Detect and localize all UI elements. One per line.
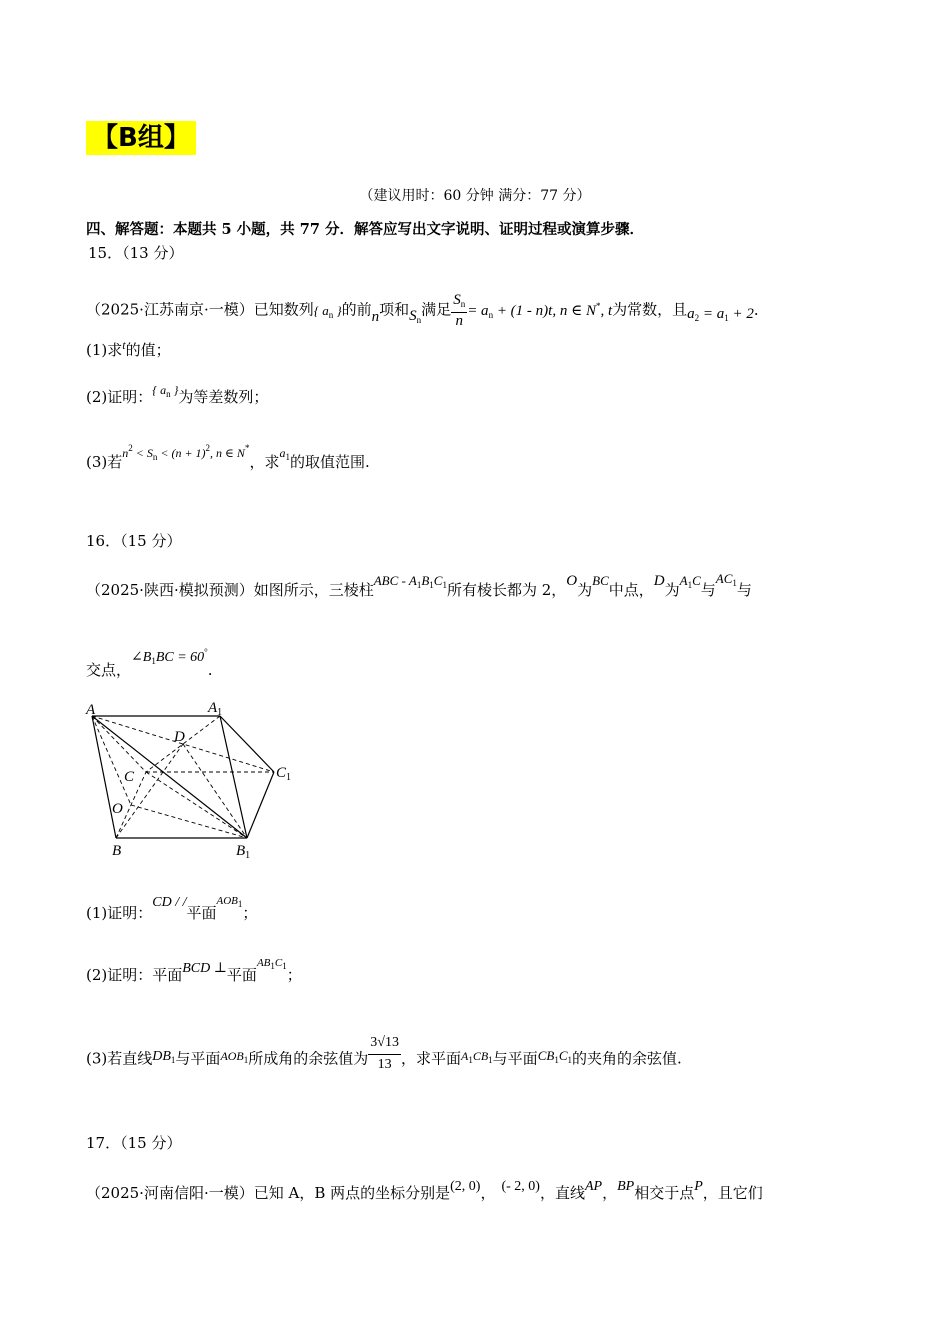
q15-p2-pre: (2)证明： bbox=[86, 388, 153, 406]
q16-stem-b: 所有棱长都为 2， bbox=[446, 581, 567, 599]
q15-period: ． bbox=[753, 300, 769, 319]
q16-A1C bbox=[680, 573, 701, 588]
label-C1-main: C bbox=[276, 765, 287, 781]
q15-cond-sub1: 1 bbox=[724, 312, 729, 323]
q16-p1-AOB-a: AOB bbox=[216, 895, 238, 907]
q15-p3-n: n bbox=[122, 446, 129, 460]
q17-AP: AP bbox=[584, 1179, 603, 1194]
q16-p3-C2: C bbox=[558, 1047, 568, 1063]
q16-part2 bbox=[86, 957, 302, 990]
q16-AC1-a: AC bbox=[715, 571, 733, 586]
q15-p1-post: 的值； bbox=[125, 341, 171, 359]
label-C: C bbox=[124, 769, 135, 785]
q16-jiao: 交点， bbox=[86, 661, 132, 679]
q16-p3-yu: 与平面 bbox=[175, 1049, 221, 1068]
q16-number: 16．（15 分） bbox=[86, 532, 182, 550]
q17-stem-c: 相交于点 bbox=[634, 1184, 695, 1202]
q16-dot: . bbox=[207, 661, 213, 679]
q17-number: 17．（15 分） bbox=[86, 1134, 182, 1152]
q15-p1-pre: (1)求 bbox=[86, 341, 123, 359]
q15-cond-mid: = a bbox=[699, 305, 725, 322]
q15-stem-d: 满足 bbox=[421, 300, 452, 319]
label-C1 bbox=[276, 765, 291, 783]
q16-AC1 bbox=[716, 571, 737, 586]
q16-stem-a: 如图所示，三棱柱 bbox=[253, 581, 374, 599]
q15-p3-mid: ，求 bbox=[249, 453, 280, 471]
q15-part2 bbox=[86, 383, 269, 412]
q16-yu2: 与 bbox=[736, 581, 752, 599]
q15-p3-set: , n ∈ N bbox=[210, 446, 245, 460]
q15-stem-c: 项和 bbox=[379, 300, 410, 319]
q16-p1-CD: CD / / bbox=[152, 895, 187, 910]
q16-p2-AB1C1 bbox=[257, 957, 287, 969]
q15-stem-b: 的前 bbox=[341, 300, 372, 319]
q16-p3-DB1 bbox=[152, 1049, 175, 1064]
q15-p3-post: 的取值范围. bbox=[289, 453, 370, 471]
q15-frac-den: n bbox=[455, 313, 463, 329]
q15-p3-pre: (3)若 bbox=[86, 453, 123, 471]
q15-frac-sub: n bbox=[460, 299, 466, 309]
q16-p2-AB: AB bbox=[256, 957, 271, 969]
q16-angle-b: BC = 60 bbox=[155, 650, 205, 665]
label-C1-sub: 1 bbox=[286, 772, 292, 783]
label-A1 bbox=[207, 700, 222, 718]
dash-C-B1 bbox=[146, 772, 247, 838]
q17-P: P bbox=[694, 1179, 703, 1194]
label-A1-main: A bbox=[208, 700, 218, 716]
label-A: A bbox=[86, 702, 96, 718]
q16-stem-2 bbox=[86, 647, 213, 685]
q16-p2-pre: (2)证明：平面 bbox=[86, 966, 183, 984]
q15-seq-an: { $a_n$ } bbox=[313, 302, 342, 320]
q15-stem-e: 为常数，且 bbox=[612, 300, 688, 319]
q15-eq-sub: n bbox=[488, 309, 494, 320]
q16-p3-CB2-sub: 1 bbox=[554, 1054, 559, 1065]
q16-prism-sub3: 1 bbox=[442, 580, 447, 590]
dash-B-D bbox=[116, 744, 183, 838]
q17-source: （2025·河南信阳·一模） bbox=[86, 1184, 254, 1202]
q16-wei1: 为 bbox=[577, 581, 593, 599]
q16-p3-A1CB1 bbox=[461, 1049, 493, 1063]
q16-p3-fraction bbox=[368, 1032, 401, 1075]
q16-A1C-c: C bbox=[692, 573, 701, 588]
q16-p1-AOB-sub: 1 bbox=[237, 899, 243, 909]
q17-comma: ， bbox=[480, 1184, 496, 1202]
q15-p3-a: a bbox=[279, 446, 286, 460]
q16-p2-BCD: BCD ⊥ bbox=[182, 961, 227, 976]
q16-p3-den: 13 bbox=[377, 1057, 392, 1072]
q16-prism-sub2: 1 bbox=[429, 580, 434, 590]
q15-p2-sub: n bbox=[166, 389, 171, 399]
q16-p3-DB: DB bbox=[152, 1048, 171, 1064]
q15-p3-sup2: 2 bbox=[205, 443, 211, 453]
q15-p2-a: a bbox=[160, 383, 167, 397]
q16-A1C-sub: 1 bbox=[687, 580, 693, 590]
q15-cond-end: + 2 bbox=[728, 305, 754, 322]
q15-p3-a-sub: 1 bbox=[285, 452, 290, 462]
q16-yu: 与 bbox=[700, 581, 716, 599]
q16-prism-b: B bbox=[421, 573, 430, 588]
q15-S-sub: n bbox=[416, 314, 422, 325]
q16-wei2: 为 bbox=[664, 581, 680, 599]
q16-p3-DB-sub: 1 bbox=[170, 1054, 176, 1065]
section-header: 四、解答题：本题共 5 小题，共 77 分．解答应写出文字说明、证明过程或演算步骤． bbox=[86, 221, 644, 238]
label-B1-sub: 1 bbox=[245, 850, 251, 861]
q17-stem-d: ，且它们 bbox=[702, 1184, 763, 1202]
label-B: B bbox=[112, 843, 122, 859]
q15-number: 15．（13 分） bbox=[88, 244, 184, 262]
q15-fraction bbox=[451, 292, 467, 329]
q16-p3-pre: (3)若直线 bbox=[86, 1049, 153, 1068]
q17-comma2: ， bbox=[602, 1184, 618, 1202]
q15-cond-sub2: 2 bbox=[694, 312, 700, 323]
q16-p1-end: ； bbox=[242, 904, 258, 922]
q16-mid: 中点， bbox=[608, 581, 654, 599]
label-B1-main: B bbox=[236, 843, 246, 859]
time-info: （建议用时：60 分钟 满分：77 分） bbox=[359, 188, 591, 204]
q15-equation bbox=[467, 300, 613, 320]
q15-S: S bbox=[409, 307, 417, 324]
q16-p3-mid: 所成角的余弦值为 bbox=[248, 1049, 369, 1068]
q15-stem-a: 已知数列 bbox=[253, 300, 314, 319]
q16-prism-a: ABC - A bbox=[373, 573, 417, 588]
q16-angle-sub: 1 bbox=[151, 656, 156, 666]
q15-a-sub: n bbox=[328, 309, 334, 320]
q16-p3-CB: CB bbox=[472, 1048, 489, 1063]
q16-p3-AOB: AOB bbox=[220, 1048, 244, 1063]
q16-part1 bbox=[86, 895, 258, 928]
q15-part3 bbox=[86, 443, 370, 477]
q16-p3-b: ，求平面 bbox=[400, 1049, 461, 1068]
q16-AC1-sub: 1 bbox=[732, 578, 737, 588]
q16-angle-a: ∠B bbox=[131, 650, 152, 665]
q17-stem-b: ，直线 bbox=[539, 1184, 585, 1202]
label-A1-sub: 1 bbox=[217, 707, 223, 718]
q16-p1-plane: 平面 bbox=[186, 904, 217, 922]
prism-figure bbox=[80, 695, 305, 865]
q16-angle bbox=[131, 647, 208, 666]
q15-Sn bbox=[409, 308, 421, 324]
group-title: 【B组】 bbox=[86, 121, 196, 155]
q15-n: n bbox=[371, 308, 380, 325]
q16-p3-CB1C1 bbox=[538, 1048, 572, 1063]
q16-angle-deg: ° bbox=[204, 647, 208, 657]
q16-p3-A-sub: 1 bbox=[468, 1054, 473, 1065]
dash-A-O bbox=[92, 716, 131, 805]
q15-condition bbox=[687, 306, 754, 322]
q16-prism-sub1: 1 bbox=[416, 580, 422, 590]
q16-stem bbox=[86, 571, 752, 605]
q15-p3-lt: < S bbox=[132, 446, 153, 460]
q15-p1-t: t bbox=[122, 338, 126, 352]
q16-prism bbox=[374, 573, 447, 588]
q16-p2-plane: 平面 bbox=[226, 966, 257, 984]
q16-A1C-a: A bbox=[679, 573, 688, 588]
label-D: D bbox=[174, 729, 185, 745]
label-O: O bbox=[112, 801, 123, 817]
q15-p3-ineq bbox=[122, 443, 250, 462]
q16-O: O bbox=[566, 573, 578, 589]
dash-D-B1 bbox=[183, 744, 247, 838]
q15-p3-sup1: 2 bbox=[128, 443, 133, 453]
q16-p3-C2-sub: 1 bbox=[567, 1054, 572, 1065]
q15-p2-post: 为等差数列； bbox=[178, 388, 269, 406]
q15-cond-a: a bbox=[687, 305, 695, 322]
q16-p1-AOB bbox=[217, 895, 243, 907]
q15-p3-lt2: < (n + 1) bbox=[157, 446, 206, 460]
q16-p3-end: 的夹角的余弦值. bbox=[571, 1049, 682, 1068]
q16-D: D bbox=[653, 573, 665, 589]
q16-p3-num: 3√13 bbox=[368, 1032, 401, 1055]
q15-eq-rhs: = a bbox=[467, 302, 489, 319]
q15-stem bbox=[86, 292, 769, 329]
q16-p1-pre: (1)证明： bbox=[86, 904, 153, 922]
q16-p3-A: A bbox=[460, 1048, 469, 1063]
q16-p2-sub1: 1 bbox=[270, 961, 275, 971]
q16-p3-AOB-sub: 1 bbox=[243, 1054, 249, 1065]
q15-eq-star: * bbox=[595, 300, 601, 311]
q16-BC: BC bbox=[592, 573, 609, 588]
q16-p2-C: C bbox=[274, 957, 283, 969]
q15-p3-a1 bbox=[279, 446, 290, 460]
q16-p3-CB2: CB bbox=[537, 1047, 555, 1063]
q15-eq-rest: + (1 - n)t, n ∈ N bbox=[496, 302, 596, 319]
q15-eq-t: , t bbox=[600, 302, 613, 319]
q16-p3-CB-sub: 1 bbox=[488, 1054, 493, 1065]
label-B1 bbox=[236, 843, 250, 861]
q16-source: （2025·陕西·模拟预测） bbox=[86, 581, 254, 599]
q16-p3-AOB1 bbox=[220, 1049, 248, 1063]
edge-C1-B1 bbox=[247, 772, 274, 838]
q16-prism-c: C bbox=[433, 573, 443, 588]
q15-a: a bbox=[322, 302, 329, 318]
q16-p2-end: ； bbox=[286, 966, 302, 984]
q17-coord1: (2, 0) bbox=[450, 1179, 481, 1194]
q16-part3 bbox=[86, 1035, 682, 1081]
dash-O-B1 bbox=[131, 805, 247, 838]
q17-BP: BP bbox=[617, 1179, 635, 1194]
q17-stem bbox=[86, 1179, 763, 1205]
q15-source: （2025·江苏南京·一模） bbox=[86, 300, 254, 319]
edge-A-B bbox=[92, 716, 116, 838]
q15-frac-num: S bbox=[453, 292, 461, 308]
q16-p3-yu2: 与平面 bbox=[492, 1049, 538, 1068]
q16-p2-sub2: 1 bbox=[282, 961, 287, 971]
q17-coord2: (- 2, 0) bbox=[501, 1179, 540, 1194]
q15-p2-seq: { an } bbox=[152, 383, 179, 399]
q15-part1 bbox=[86, 340, 171, 361]
q15-p3-sub: n bbox=[152, 452, 158, 462]
q15-p3-star: * bbox=[244, 443, 250, 453]
q17-stem-a: 已知 A，B 两点的坐标分别是 bbox=[253, 1184, 451, 1202]
